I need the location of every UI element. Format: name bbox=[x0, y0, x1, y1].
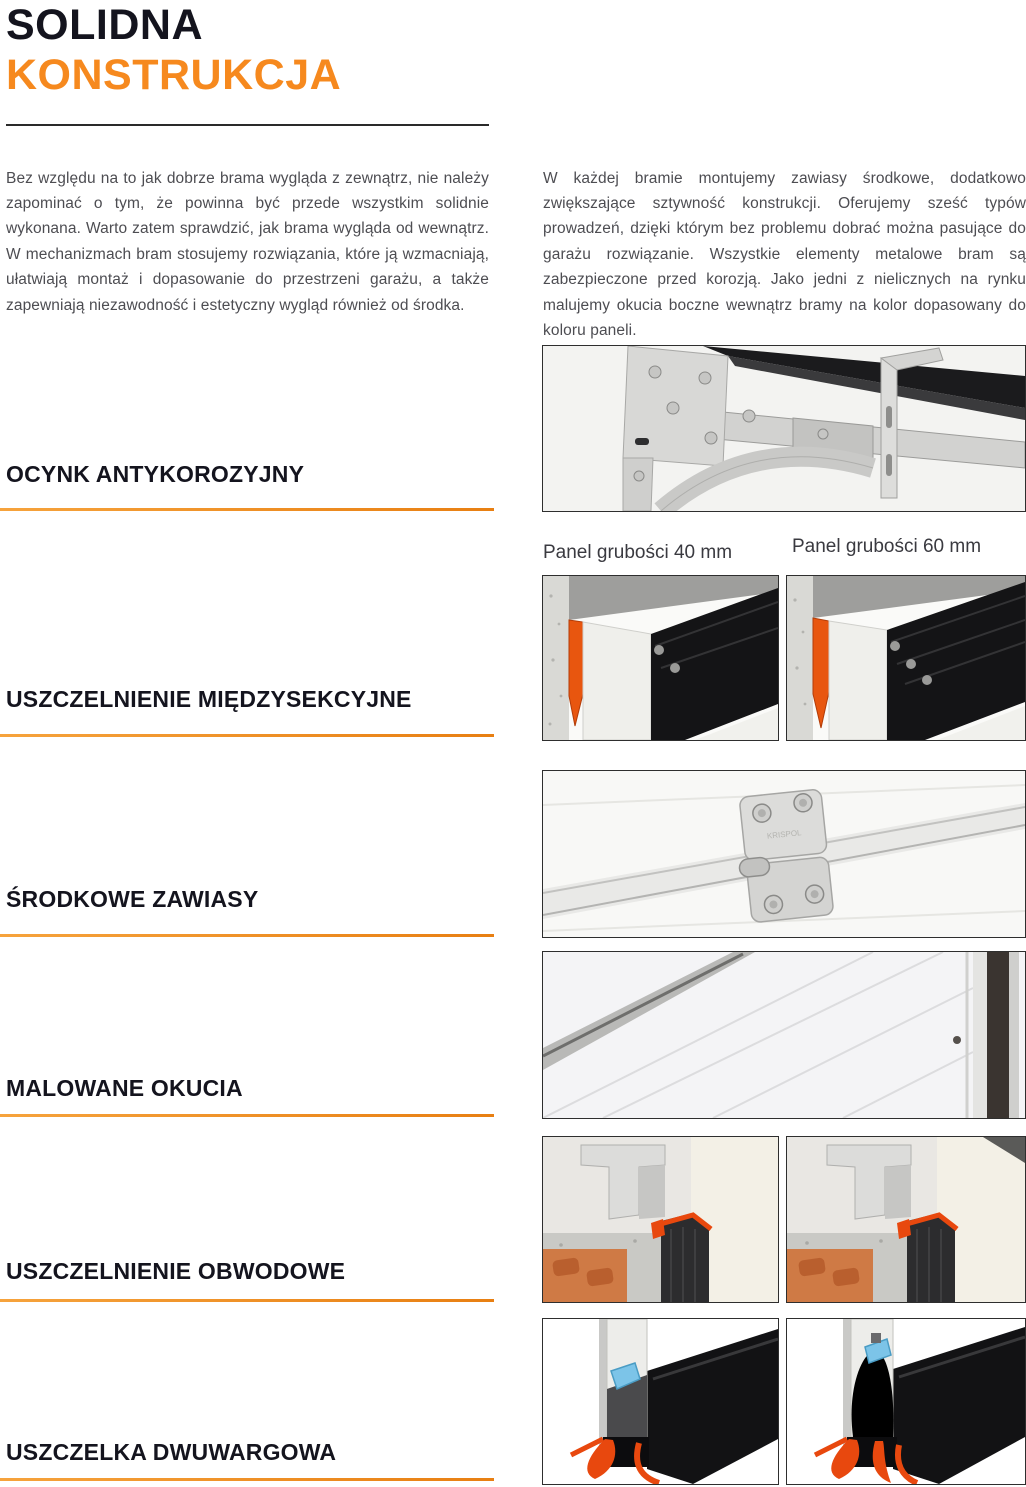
section-title-zawiasy: ŚRODKOWE ZAWIASY bbox=[6, 886, 259, 912]
photo-perimeter-seal-left bbox=[542, 1136, 779, 1303]
section-title-ocynk: OCYNK ANTYKOROZYJNY bbox=[6, 461, 305, 487]
photo-middle-hinge bbox=[542, 770, 1026, 938]
section-title-dwuwargowa: USZCZELKA DWUWARGOWA bbox=[6, 1439, 337, 1465]
title-divider bbox=[6, 124, 489, 126]
galvanized-track-illustration bbox=[543, 346, 1025, 511]
page-title bbox=[6, 0, 341, 100]
photo-panel-60mm-section bbox=[786, 575, 1026, 741]
page-title-line2: KONSTRUKCJA bbox=[6, 51, 342, 99]
orange-rule-2 bbox=[0, 734, 494, 737]
panel-label-40mm: Panel grubości 40 mm bbox=[543, 542, 733, 563]
panel-60mm-illustration bbox=[787, 576, 1025, 740]
panel-label-60mm: Panel grubości 60 mm bbox=[792, 536, 982, 557]
painted-fittings-illustration bbox=[543, 952, 1025, 1118]
perimeter-seal-illustration-2 bbox=[787, 1137, 1025, 1302]
photo-panel-40mm-section bbox=[542, 575, 779, 741]
bottom-seal-illustration-2 bbox=[787, 1319, 1025, 1484]
photo-bottom-seal-left bbox=[542, 1318, 779, 1485]
photo-galvanized-track bbox=[542, 345, 1026, 512]
perimeter-seal-illustration-1 bbox=[543, 1137, 778, 1302]
section-title-miedzysekcyjne: USZCZELNIENIE MIĘDZYSEKCYJNE bbox=[6, 686, 412, 712]
hinge-logo-text: KRISPOL bbox=[766, 828, 802, 841]
panel-40mm-illustration bbox=[543, 576, 778, 740]
photo-painted-fittings bbox=[542, 951, 1026, 1119]
orange-rule-1 bbox=[0, 508, 494, 511]
intro-paragraph-right: W każdej bramie montujemy zawiasy środkowe, dodatkowo zwiększające sztywność konstrukcji. Oferujemy sześć typów prowadzeń, dzięki którym bez problemu dobrać można pasujące do garażu rozwiązanie. Wszystkie elementy metalowe bram są zabezpieczone przed korozją. Jako jedni z nielicznych na rynku malujemy okucia boczne wewnątrz bramy na kolor dopasowany do koloru paneli. bbox=[543, 169, 1026, 339]
page-title-line1: SOLIDNA bbox=[6, 1, 203, 49]
photo-perimeter-seal-right bbox=[786, 1136, 1026, 1303]
intro-paragraph-left: Bez względu na to jak dobrze brama wygląda z zewnątrz, nie należy zapominać o tym, że powinna być przede wszystkim solidnie wykonana. Warto zatem sprawdzić, jak brama wygląda od wewnątrz. W mechanizmach bram stosujemy rozwiązania, które ją wzmacniają, ułatwiają montaż i dopasowanie do przestrzeni garażu, a także zapewniają niezawodność i estetyczny wygląd również od środka. bbox=[6, 169, 489, 314]
bottom-seal-illustration-1 bbox=[543, 1319, 778, 1484]
hinge-illustration bbox=[543, 771, 1025, 937]
section-title-obwodowe: USZCZELNIENIE OBWODOWE bbox=[6, 1258, 346, 1284]
section-title-okucia: MALOWANE OKUCIA bbox=[6, 1075, 243, 1101]
photo-bottom-seal-right bbox=[786, 1318, 1026, 1485]
orange-rule-4 bbox=[0, 1114, 494, 1117]
orange-rule-3 bbox=[0, 934, 494, 937]
orange-rule-6 bbox=[0, 1478, 494, 1481]
orange-rule-5 bbox=[0, 1299, 494, 1302]
